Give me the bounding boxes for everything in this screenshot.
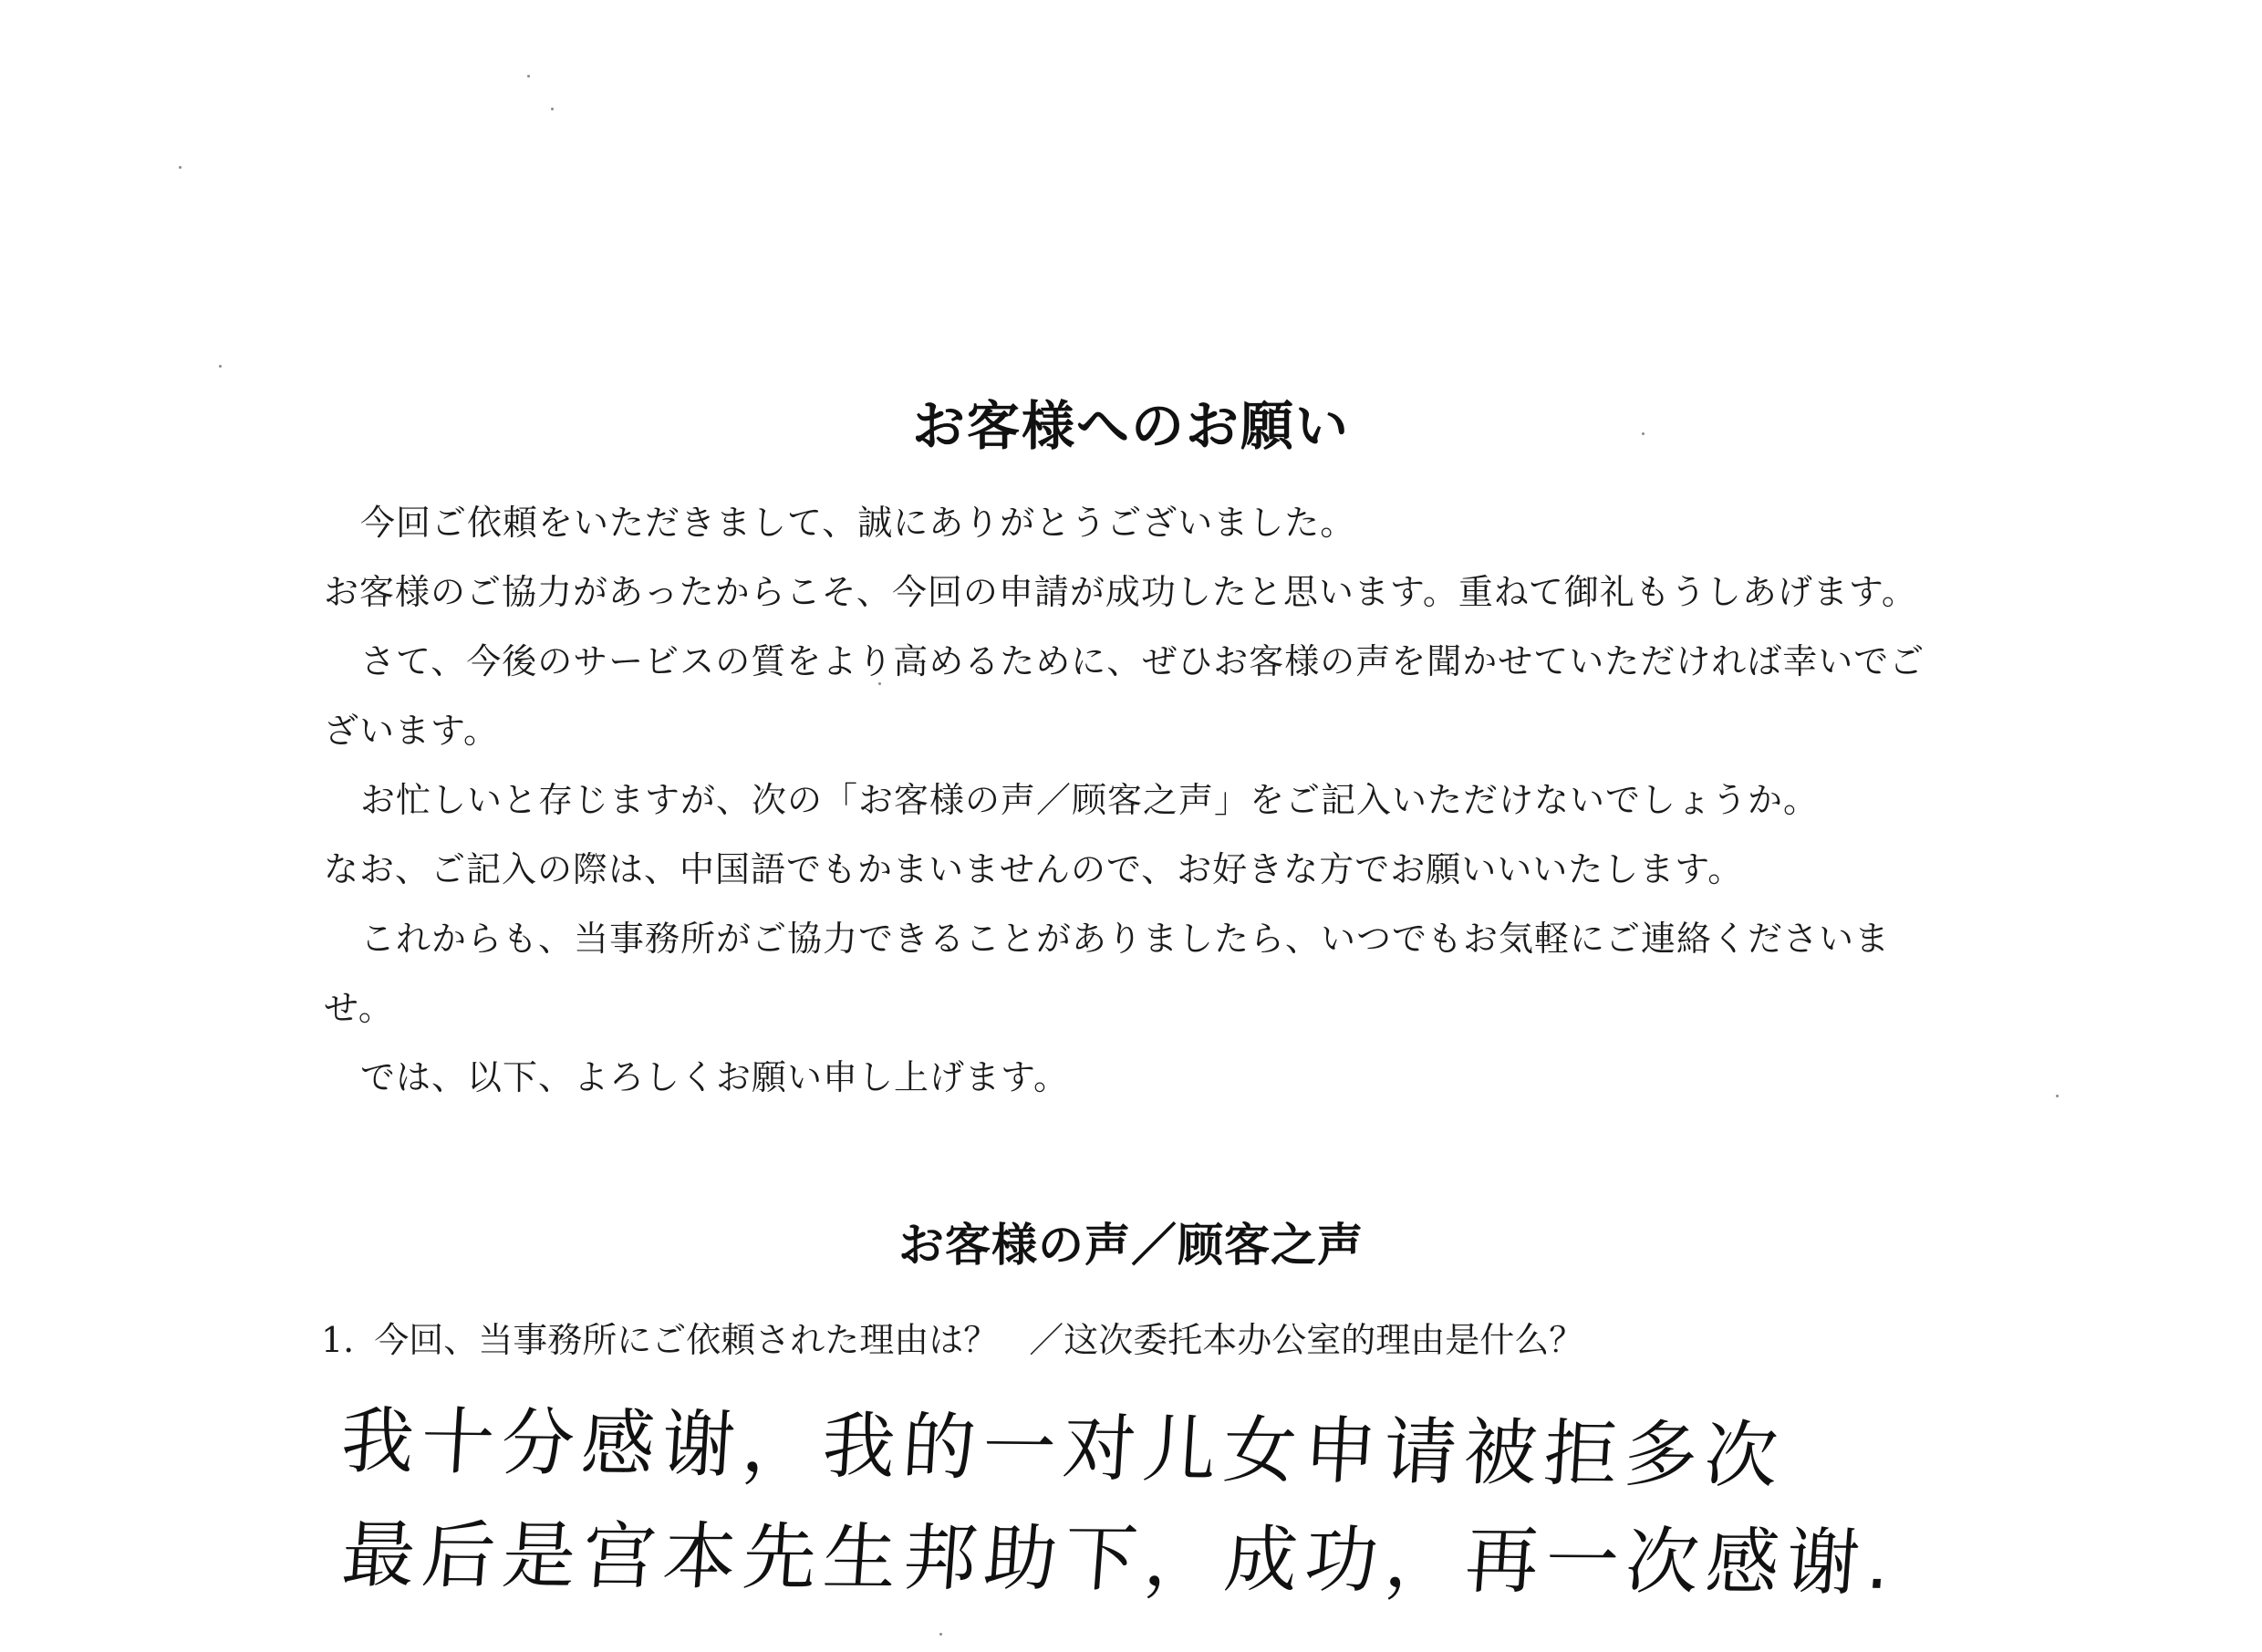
scan-speck bbox=[219, 365, 222, 368]
scan-speck bbox=[179, 166, 182, 169]
intro-paragraph-request-feedback: さて、今後のサービスの質をより高めるために、ぜひお客様の声を聞かせていただければ幸いでございます。 bbox=[324, 641, 1925, 751]
question-text-chinese: ／这次委托本办公室的理由是什么？ bbox=[1029, 1320, 1584, 1360]
scan-speck bbox=[527, 75, 530, 78]
intro-paragraph-language-note: なお、ご記入の際は、中国語でもかまいませんので、お好きな方でお願いいいたします。 bbox=[324, 849, 1744, 889]
question-number: 1. bbox=[321, 1320, 355, 1360]
customer-voice-heading: お客様の声／顾客之声 bbox=[898, 1219, 1364, 1272]
intro-paragraph-fill-form: お忙しいと存じますが、次の「お客様の声／顾客之声」をご記入いただけないでしょうか。 bbox=[360, 780, 1820, 820]
intro-paragraph-contact: これからも、当事務所がご協力できることがありましたら、いつでもお気軽にご連絡くださいませ。 bbox=[324, 919, 1891, 1028]
page-title: お客様へのお願い bbox=[911, 395, 1350, 457]
intro-paragraph-success: お客様のご協力があったからこそ、今回の申請が成功したと思います。重ねて御礼もうしあげます。 bbox=[324, 572, 1917, 612]
handwritten-answer-line: 我十分感谢，我的一对儿女申请被拒多次 bbox=[338, 1397, 1788, 1499]
question-text-japanese: 今回、当事務所にご依頼された理由は？ bbox=[374, 1320, 999, 1360]
scan-speck bbox=[939, 1633, 942, 1636]
handwritten-answer-line: 最后是宫本先生邦助下，成功，再一次感谢. bbox=[338, 1512, 1901, 1605]
intro-paragraph-thanks: 今回ご依頼をいただきまして、誠にありがとうございました。 bbox=[360, 503, 1356, 543]
intro-body bbox=[324, 488, 1956, 1112]
question-1 bbox=[321, 1312, 1583, 1362]
intro-paragraph-closing: では、以下、よろしくお願い申し上げます。 bbox=[360, 1057, 1069, 1097]
scan-speck bbox=[2056, 1095, 2059, 1097]
scan-speck bbox=[551, 108, 554, 110]
